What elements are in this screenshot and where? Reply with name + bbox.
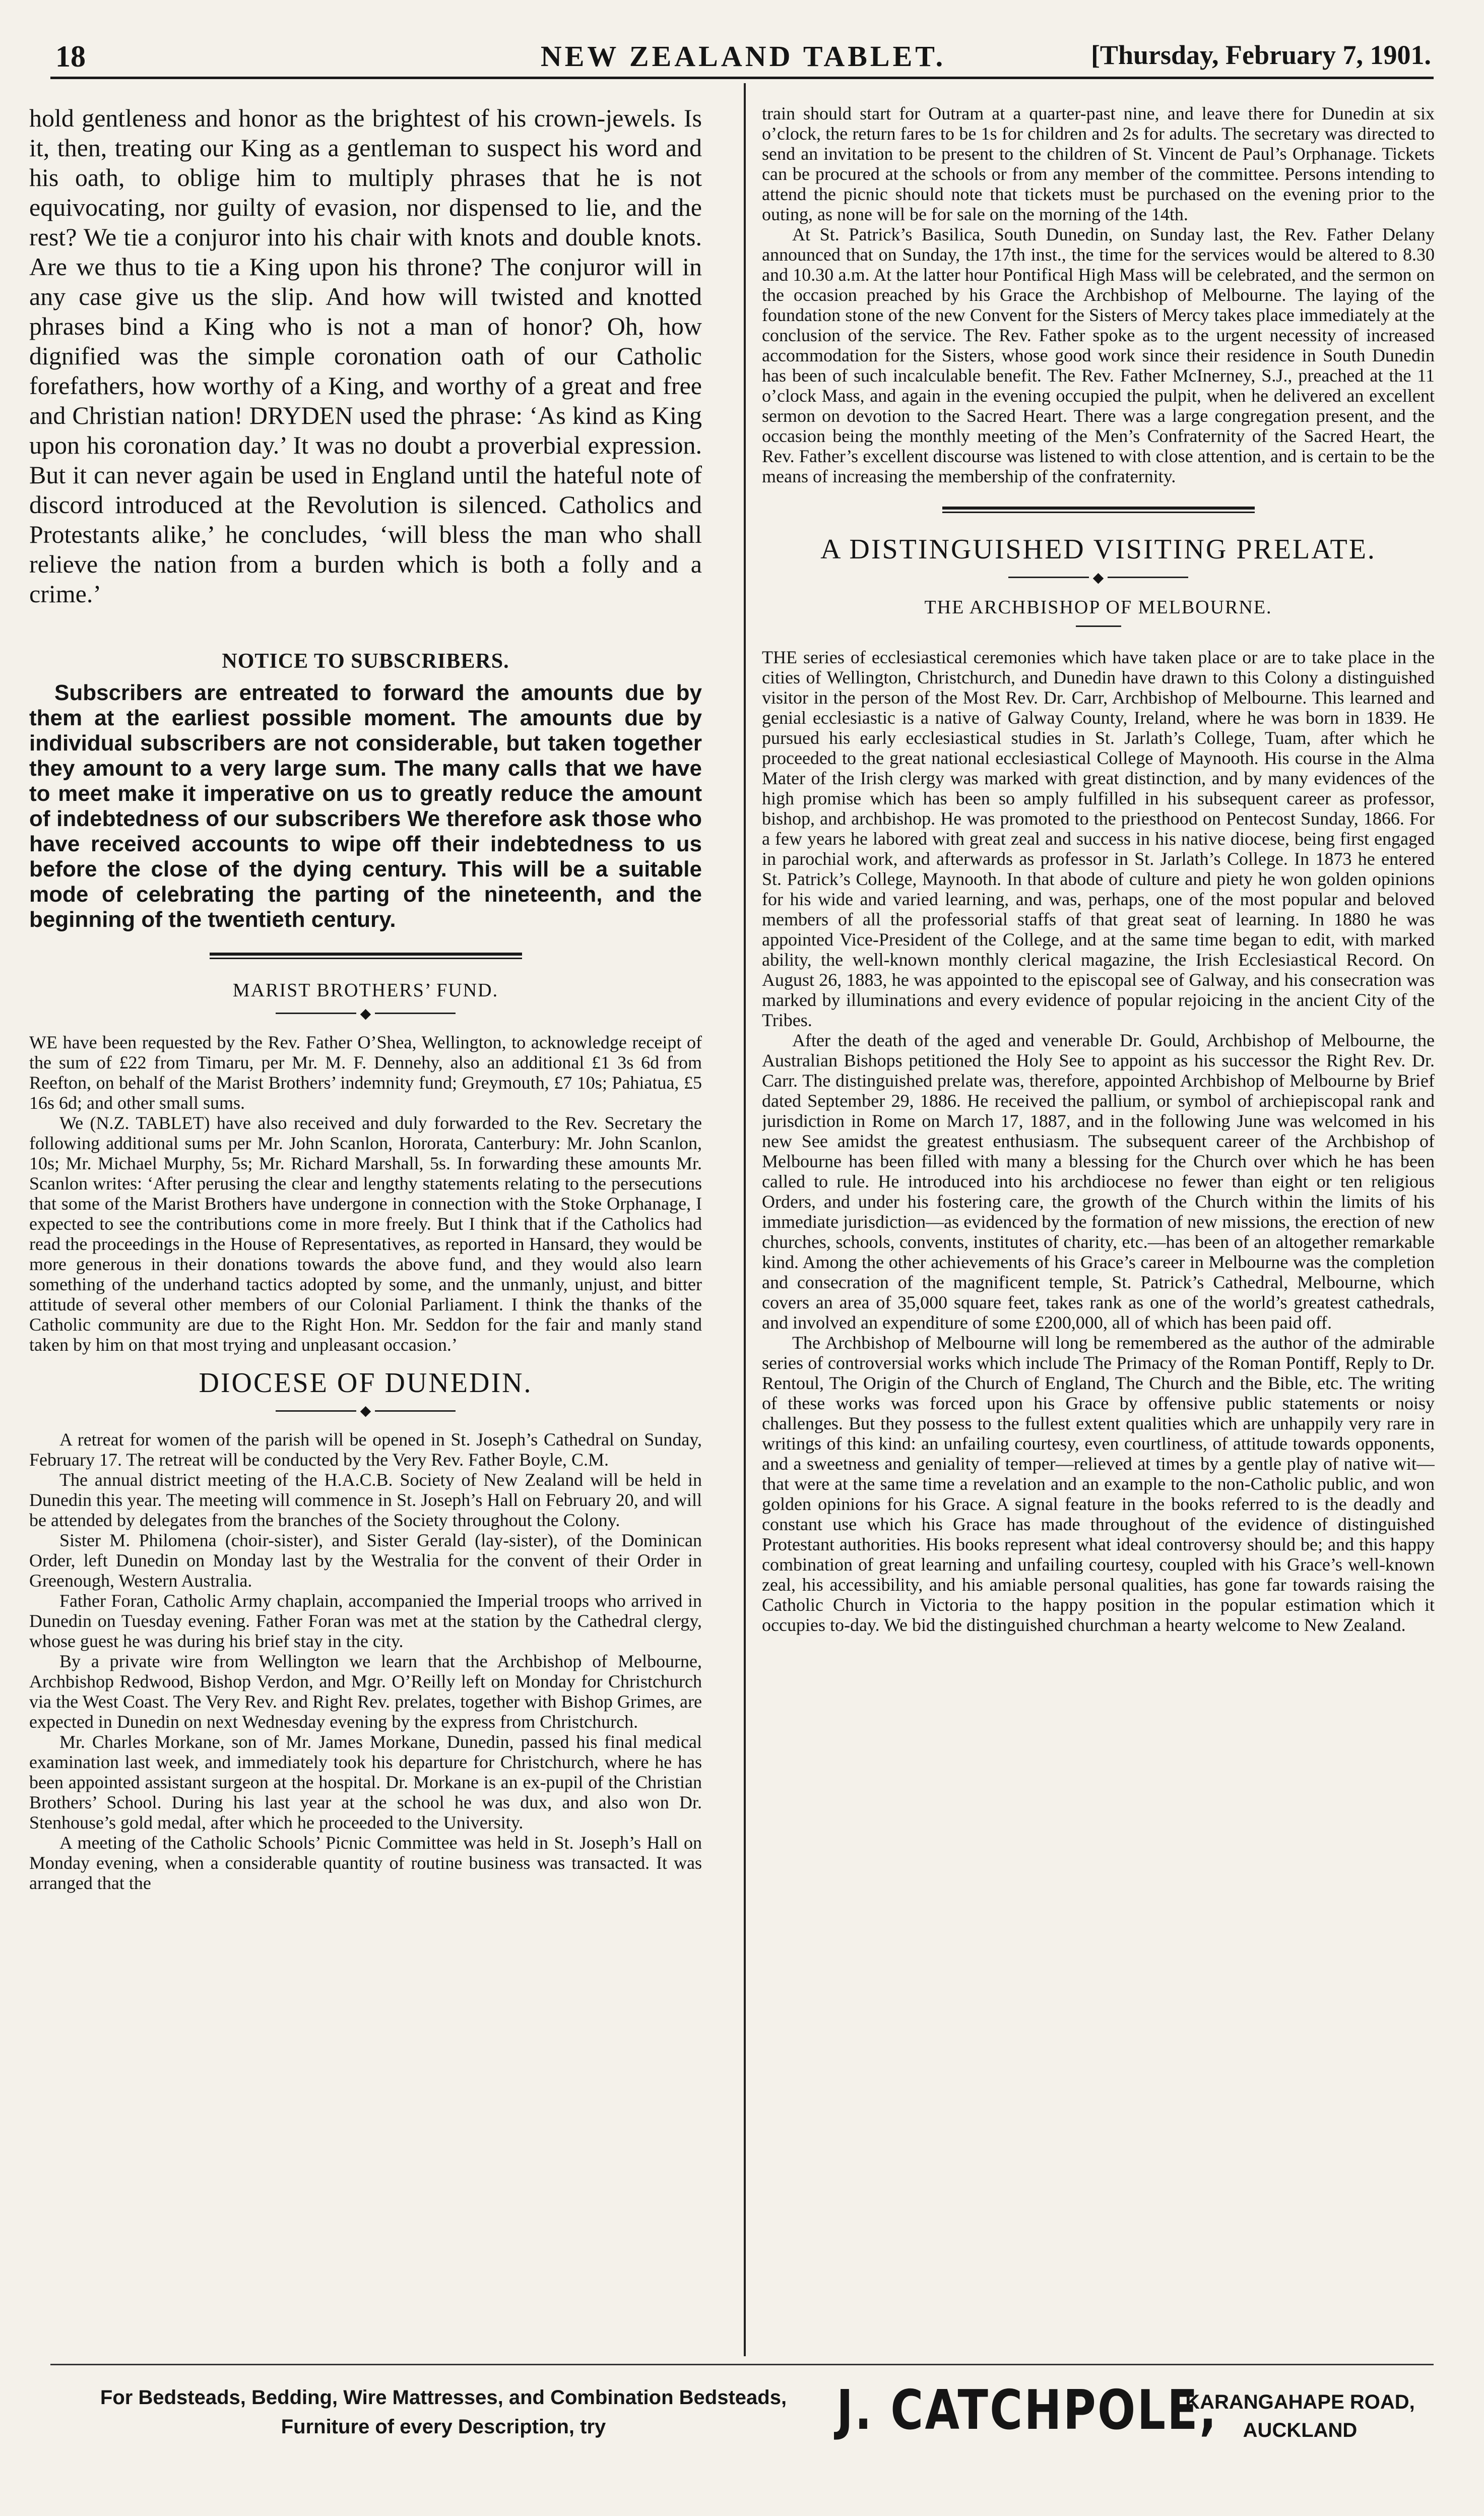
- paragraph: Father Foran, Catholic Army chaplain, accompanied the Imperial troops who arrived in Dunedin on Tuesday evening. Father Foran was met at the station by the Cathedral clergy, whose guest he was during his brief stay in the city.: [29, 1591, 702, 1652]
- page-number: 18: [55, 40, 86, 73]
- paragraph: At St. Patrick’s Basilica, South Dunedin, on Sunday last, the Rev. Father Delany announced that on Sunday, the 17th inst., the time for the services would be altered to 8.30 and 10.30 a.m. At the latter hour Pontifical High Mass will be celebrated, and the sermon on the occasion preached by his Grace the Archbishop of Melbourne. The laying of the foundation stone of the new Convent for the Sisters of Mercy takes place immediately at the conclusion of the service. The Rev. Father spoke as to the urgent necessity of increased accommodation for the Sisters, whose good work since their residence in South Dunedin has been of such incalculable benefit. The Rev. Father McInerney, S.J., preached at the 11 o’clock Mass, and again in the evening occupied the pulpit, when he delivered an excellent sermon on devotion to the Sacred Heart. There was a large congregation present, and the occasion being the monthly meeting of the Men’s Confraternity of the Sacred Heart, the Rev. Father’s excellent discourse was listened to with close attention, and is certain to be the means of increasing the membership of the confraternity.: [762, 224, 1435, 486]
- advert-line: For Bedsteads, Bedding, Wire Mattresses, and Combination Bedsteads,: [100, 2386, 787, 2409]
- section-rule: [942, 507, 1255, 513]
- notice-heading: NOTICE TO SUBSCRIBERS.: [222, 650, 509, 673]
- marist-heading: MARIST BROTHERS’ FUND.: [232, 980, 499, 1001]
- left-column: [29, 103, 702, 2361]
- marist-article: [29, 1032, 702, 1355]
- notice-body: Subscribers are entreated to forward the amounts due by them at the earliest possible moment. The amounts due by individual subscribers are not considerable, but taken together they amount to a very large sum. The many calls that we have to meet make it imperative on us to greatly reduce the amount of indebtedness of our subscribers We therefore ask those who have received accounts to wipe off their indebtedness to us before the close of the dying century. This will be a suitable mode of celebrating the parting of the nineteenth, and the beginning of the twentieth century.: [29, 680, 702, 932]
- ornament-divider: ◆: [762, 569, 1435, 586]
- ornament-divider: ◆: [29, 1402, 702, 1420]
- ornament-divider: ◆: [29, 1004, 702, 1022]
- right-column: [762, 103, 1435, 2361]
- advert-address: [1179, 2388, 1421, 2444]
- paragraph: The Archbishop of Melbourne will long be remembered as the author of the admirable series of controversial works which include The Primacy of the Roman Pontiff, Reply to Dr. Rentoul, The Origin of the Church of England, The Church and the Bible, etc. The writing of these works was forced upon his Grace by offensive public statements or noisy challenges. But they possess to the fullest extent qualities which are unhappily very rare in writings of this kind: an unfailing courtesy, even courtliness, of attitude towards opponents, and a sweetness and geniality of temper—relieved at times by a gentle play of native wit—that were at the same time a revelation and an example to the non-Catholic public, and won golden opinions for his Grace. A signal feature in the books referred to is the deadly and constant use which his Grace has made throughout of the evidence of distinguished Protestant authorities. His books represent what ideal controversy should be; and this happy combination of great learning and unfailing courtesy, coupled with his Grace’s well-known zeal, his accessibility, and his amiable personal qualities, has gone far towards raising the Catholic Church in Victoria to the happy position in the popular estimation which it occupies to-day. We bid the distinguished churchman a hearty welcome to New Zealand.: [762, 1332, 1435, 1635]
- paragraph: train should start for Outram at a quarter-past nine, and leave there for Dunedin at six o’clock, the return fares to be 1s for children and 2s for adults. The secretary was directed to send an invitation to be present to the children of St. Vincent de Paul’s Orphanage. Tickets can be procured at the schools or from any member of the committee. Persons intending to attend the picnic should note that tickets must be purchased on the evening prior to the outing, as none will be for sale on the morning of the 14th.: [762, 103, 1435, 224]
- section-rule: [210, 953, 522, 959]
- advert-text: [91, 2383, 796, 2441]
- diocese-continued: [762, 103, 1435, 486]
- address-line: KARANGAHAPE ROAD,: [1185, 2391, 1415, 2413]
- prelate-subheading: THE ARCHBISHOP OF MELBOURNE.: [924, 596, 1272, 618]
- issue-date: [Thursday, February 7, 1901.: [1090, 40, 1431, 70]
- paragraph: By a private wire from Wellington we learn that the Archbishop of Melbourne, Archbishop Redwood, Bishop Verdon, and Mgr. O’Reilly left on Monday for Christchurch via the West Coast. The Very Rev. and Right Rev. prelates, together with Bishop Grimes, are expected in Dunedin on next Wednesday evening by the express from Christchurch.: [29, 1651, 702, 1732]
- short-rule: [1076, 625, 1121, 627]
- header-rule: [50, 77, 1434, 79]
- address-line: AUCKLAND: [1243, 2419, 1358, 2441]
- masthead: [55, 35, 1431, 76]
- paragraph: A retreat for women of the parish will be opened in St. Joseph’s Cathedral on Sunday, February 17. The retreat will be conducted by the Very Rev. Father Boyle, C.M.: [29, 1429, 702, 1470]
- paragraph: We (N.Z. TABLET) have also received and duly forwarded to the Rev. Secretary the following additional sums per Mr. John Scanlon, Hororata, Canterbury: Mr. John Scanlon, 10s; Mr. Michael Murphy, 5s; Mr. Richard Marshall, 5s. In forwarding these amounts Mr. Scanlon writes: ‘After perusing the clear and lengthy statements relating to the persecutions that some of the Marist Brothers have undergone in connection with the Stoke Orphanage, I expected to see the contributions come in more freely. But I think that if the Catholics had read the proceedings in the House of Representatives, as reported in Hansard, they would be more generous in their donations towards the above fund, and they would also learn something of the underhand tactics adopted by some, and the unmanly, unjust, and bitter attitude of several other members of our Colonial Parliament. I think the thanks of the Catholic community are due to the Right Hon. Mr. Seddon for the fair and manly stand taken by him on that most trying and unpleasant occasion.’: [29, 1112, 702, 1355]
- prelate-heading: A DISTINGUISHED VISITING PRELATE.: [820, 534, 1376, 565]
- paragraph: Mr. Charles Morkane, son of Mr. James Morkane, Dunedin, passed his final medical examination last week, and immediately took his departure for Christchurch, where he has been appointed assistant surgeon at the hospital. Dr. Morkane is an ex-pupil of the Christian Brothers’ School. During his last year at the school he was dux, and also won Dr. Stenhouse’s gold medal, after which he proceeded to the University.: [29, 1732, 702, 1833]
- advert-line: Furniture of every Description, try: [281, 2416, 606, 2438]
- paragraph: After the death of the aged and venerable Dr. Gould, Archbishop of Melbourne, the Australian Bishops petitioned the Holy See to appoint as his successor the Right Rev. Dr. Carr. The distinguished prelate was, therefore, appointed Archbishop of Melbourne by Brief dated September 29, 1886. He received the pallium, or symbol of archiepiscopal rank and jurisdiction in Rome on March 17, 1887, and in the following June was welcomed in his new See amidst the greatest enthusiasm. The subsequent career of the Archbishop of Melbourne has been filled with many a blessing for the Church over which he has been called to rule. He introduced into his archdiocese no fewer than eight or ten religious Orders, and under his fostering care, the growth of the Church within the limits of his immediate jurisdiction—as evidenced by the formation of new missions, the erection of new churches, schools, convents, institutes of charity, etc.—has been of an altogether remarkable kind. Among the other achievements of his Grace’s career in Melbourne was the completion and consecration of the magnificent temple, St. Patrick’s Cathedral, Melbourne, which covers an area of 35,000 square feet, takes rank as one of the world’s greatest cathedrals, and involved an expenditure of some £200,000, all of which has been paid off.: [762, 1030, 1435, 1333]
- prelate-article: [762, 647, 1435, 1635]
- newspaper-title: NEW ZEALAND TABLET.: [540, 40, 946, 73]
- paragraph: WE have been requested by the Rev. Father O’Shea, Wellington, to acknowledge receipt of the sum of £22 from Timaru, per Mr. M. F. Dennehy, also an additional £1 3s 6d from Reefton, on behalf of the Marist Brothers’ indemnity fund; Greymouth, £7 10s; Pahiatua, £5 16s 6d; and other small sums.: [29, 1032, 702, 1113]
- catchpole-advertisement: [50, 2379, 1434, 2475]
- paragraph: Sister M. Philomena (choir-sister), and Sister Gerald (lay-sister), of the Dominican Order, left Dunedin on Monday last by the Westralia for the convent of their Order in Greenough, Western Australia.: [29, 1530, 702, 1591]
- column-separator: [744, 83, 746, 2356]
- paragraph: A meeting of the Catholic Schools’ Picnic Committee was held in St. Joseph’s Hall on Monday evening, when a considerable quantity of routine business was transacted. It was arranged that the: [29, 1833, 702, 1894]
- advert-brand: J. CATCHPOLE,: [836, 2379, 1218, 2442]
- advert-rule: [50, 2364, 1434, 2365]
- diocese-article: [29, 1429, 702, 1893]
- paragraph: The annual district meeting of the H.A.C.B. Society of New Zealand will be held in Dunedin this year. The meeting will commence in St. Joseph’s Hall on February 20, and will be attended by delegates from the branches of the Society throughout the Colony.: [29, 1470, 702, 1531]
- diocese-heading: DIOCESE OF DUNEDIN.: [199, 1367, 533, 1399]
- paragraph: THE series of ecclesiastical ceremonies which have taken place or are to take place in the cities of Wellington, Christchurch, and Dunedin have drawn to this Colony a distinguished visitor in the person of the Most Rev. Dr. Carr, Archbishop of Melbourne. This learned and genial ecclesiastic is a native of Galway County, Ireland, where he was born in 1839. He pursued his early ecclesiastical studies in St. Jarlath’s College, Tuam, after which he proceeded to the great national ecclesiastical College of Maynooth. His course in the Alma Mater of the Irish clergy was marked with great distinction, and by many evidences of the high promise which has been so amply fulfilled in his subsequent career as professor, bishop, and archbishop. He was promoted to the priesthood on Pentecost Sunday, 1866. For a few years he labored with great zeal and success in his native diocese, being first engaged in parochial work, and afterwards as professor in St. Jarlath’s College. In 1873 he entered St. Patrick’s College, Maynooth. In that abode of culture and piety he won golden opinions for his wide and varied learning, and was, perhaps, one of the most popular and beloved members of all the professorial staffs of that great seat of learning. In 1880 he was appointed Vice-President of the College, and at the same time began to edit, with marked ability, the well-known monthly clerical magazine, the Irish Ecclesiastical Record. On August 26, 1883, he was appointed to the episcopal see of Galway, and his consecration was marked by illuminations and every evidence of popular rejoicing in the ancient City of the Tribes.: [762, 647, 1435, 1030]
- article-continuation: hold gentleness and honor as the brightest of his crown-jewels. Is it, then, treating our King as a gentleman to suspect his word and his oath, to oblige him to multiply phrases that he is not equivocating, nor guilty of evasion, nor dispensed to lie, and the rest? We tie a conjuror into his chair with knots and double knots. Are we thus to tie a King upon his throne? The conjuror will in any case give us the slip. And how will twisted and knotted phrases bind a King who is not a man of honor? Oh, how dignified was the simple coronation oath of our Catholic forefathers, how worthy of a King, and worthy of a great and free and Christian nation! DRYDEN used the phrase: ‘As kind as King upon his coronation day.’ It was no doubt a proverbial expression. But it can never again be used in England until the hateful note of discord introduced at the Revolution is silenced. Catholics and Protestants alike,’ he concludes, ‘will bless the man who shall relieve the nation from a burden which is both a folly and a crime.’: [29, 104, 702, 608]
